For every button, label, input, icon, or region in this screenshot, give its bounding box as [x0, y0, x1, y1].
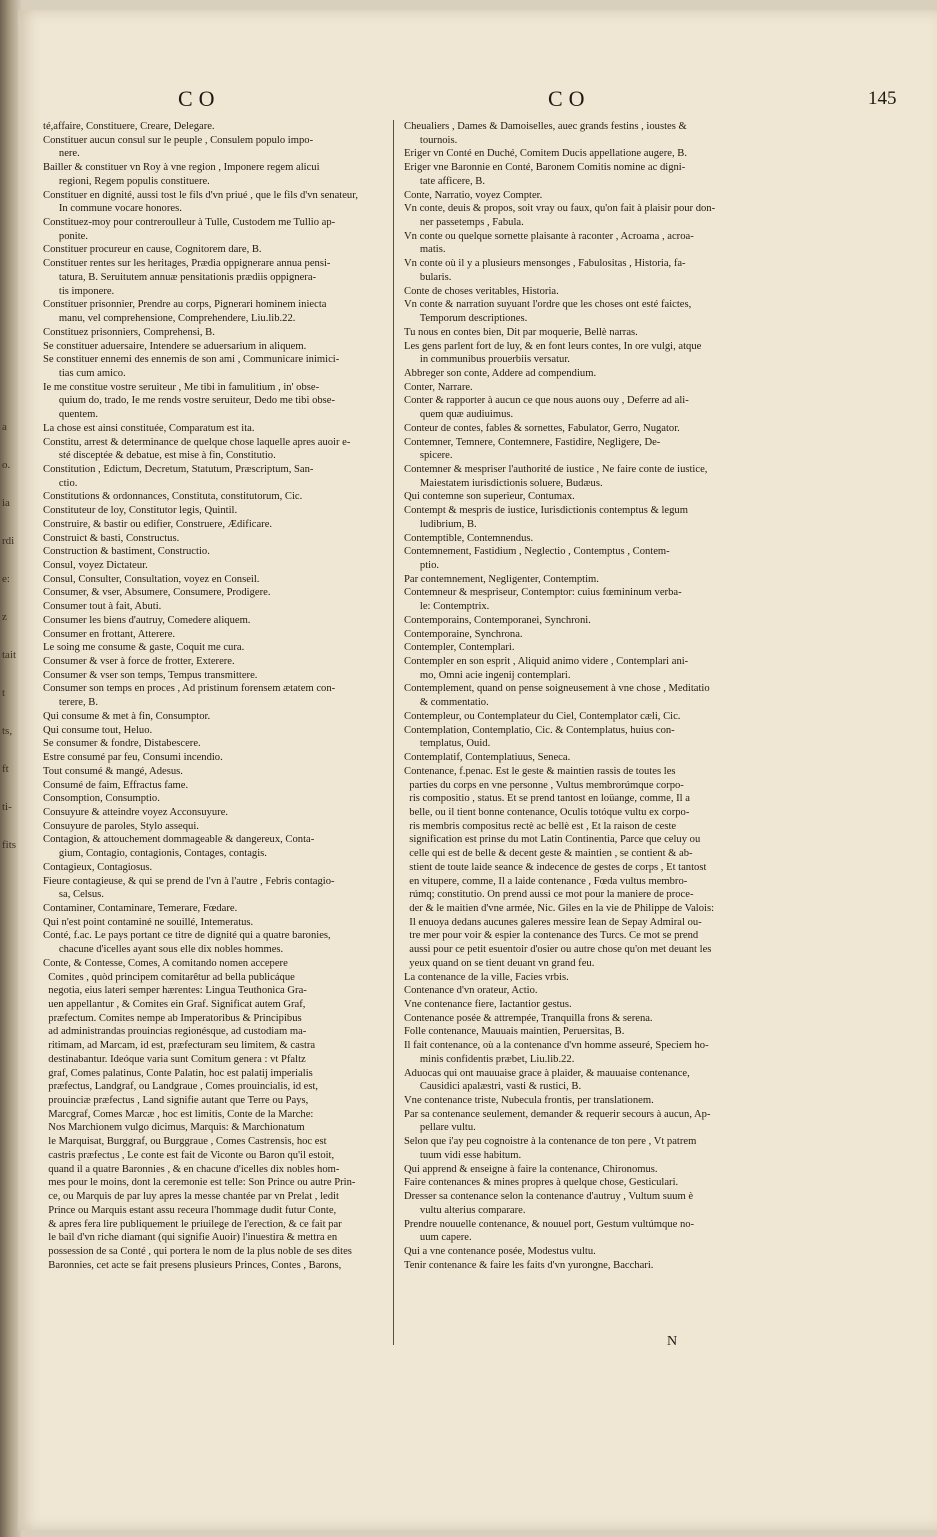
gutter-mark: z: [2, 611, 7, 623]
dictionary-line: & commentatio.: [404, 697, 489, 709]
dictionary-line: Consumer les biens d'autruy, Comedere aliquem.: [43, 614, 251, 626]
dictionary-line: Consul, Consulter, Consultation, voyez en Conseil.: [43, 573, 260, 585]
dictionary-line: tre mer pour voir & espier la contenance des Turcs. Ce mot se prend: [404, 930, 699, 942]
dictionary-line: Contempler en son esprit , Aliquid animo videre , Contemplari ani-: [404, 656, 689, 668]
dictionary-line: tatura, B. Seruitutem annuæ pensitationis prædiis oppignera-: [43, 271, 317, 283]
dictionary-line: Baronnies, cet acte se fait presens plusieurs Princes, Contes , Barons,: [43, 1259, 342, 1271]
dictionary-line: ludibrium, B.: [404, 518, 477, 530]
dictionary-line: castris præfectus , Le conte est fait de Viconte ou Baron qu'il estoit,: [43, 1149, 335, 1161]
dictionary-line: Ie me constitue vostre seruiteur , Me tibi in famulitium , in' obse-: [43, 381, 320, 393]
gutter-mark: ti-: [2, 801, 12, 813]
dictionary-line: Contemptible, Contemnendus.: [404, 532, 534, 544]
dictionary-line: Consul, voyez Dictateur.: [43, 560, 148, 571]
dictionary-line: Qui contemne son superieur, Contumax.: [404, 491, 575, 503]
dictionary-line: belle, ou il tient bonne contenance, Oculis totóque vultu ex corpo-: [404, 806, 690, 818]
dictionary-line: Contenance posée & attrempée, Tranquilla frons & serena.: [404, 1012, 653, 1024]
dictionary-line: vultu alterius comparare.: [404, 1204, 526, 1216]
gutter-mark: a: [2, 421, 7, 433]
dictionary-line: & apres fera lire publiquement le priuilege de l'erection, & ce fait par: [43, 1218, 342, 1230]
dictionary-line: Construire, & bastir ou edifier, Construere, Ædificare.: [43, 518, 273, 530]
dictionary-line: in communibus prouerbiis versatur.: [404, 354, 570, 366]
dictionary-line: Consumer son temps en proces , Ad pristinum forensem ætatem con-: [43, 683, 336, 695]
gutter-mark: e:: [2, 573, 10, 585]
dictionary-line: Qui apprend & enseigne à faire la contenance, Chironomus.: [404, 1163, 658, 1175]
dictionary-line: Qui consume tout, Heluo.: [43, 724, 153, 736]
gutter-mark: fits: [2, 839, 17, 851]
dictionary-line: Constituer aucun consul sur le peuple , Consulem populo impo-: [43, 134, 314, 146]
dictionary-line: Le soing me consume & gaste, Coquit me cura.: [43, 642, 245, 654]
dictionary-line: regioni, Regem populis constituere.: [43, 175, 210, 187]
dictionary-line: yeux quand on se tient deuant vn grand feu.: [404, 957, 595, 969]
dictionary-line: Constitu, arrest & determinance de quelque chose laquelle apres auoir e-: [43, 436, 351, 448]
dictionary-line: sa, Celsus.: [43, 889, 104, 901]
dictionary-line: Contagion, & attouchement dommageable & dangereux, Conta-: [43, 834, 315, 846]
running-head-right: CO: [548, 86, 591, 111]
dictionary-line: Constituer procureur en cause, Cognitorem dare, B.: [43, 244, 262, 256]
dictionary-line: bularis.: [404, 271, 452, 283]
dictionary-line: Estre consumé par feu, Consumi incendio.: [43, 752, 223, 764]
dictionary-line: ris compositio , status. Et se prend tantost en loüange, comme, Il a: [404, 793, 690, 805]
dictionary-line: Eriger vn Conté en Duché, Comitem Ducis appellatione augere, B.: [404, 148, 688, 160]
dictionary-line: Vn conte, deuis & propos, soit vray ou faux, qu'on fait à plaisir pour don-: [404, 203, 716, 215]
dictionary-line: Contemneur & mespriseur, Contemptor: cuius fœmininum verba-: [404, 587, 682, 599]
dictionary-line: Constituteur de loy, Constitutor legis, Quintil.: [43, 505, 238, 517]
dictionary-line: tis imponere.: [43, 285, 115, 297]
dictionary-line: Contempler, Contemplari.: [404, 642, 515, 654]
dictionary-line: signification est prinse du mot Latin Continentia, Parce que celuy ou: [404, 834, 701, 846]
dictionary-line: uum capere.: [404, 1232, 472, 1244]
dictionary-line: Conte, & Contesse, Comes, A comitando nomen accepere: [43, 957, 288, 969]
dictionary-line: Se constituer aduersaire, Intendere se aduersarium in aliquem.: [43, 340, 307, 352]
dictionary-line: Aduocas qui ont mauuaise grace à plaider, & mauuaise contenance,: [404, 1067, 690, 1079]
dictionary-line: Consuyure de paroles, Stylo assequi.: [43, 820, 199, 832]
gutter-mark: tait: [2, 649, 17, 661]
dictionary-line: Vn conte & narration suyuant l'ordre que les choses ont esté faictes,: [404, 299, 692, 311]
left-column: [43, 120, 388, 1272]
column-rule: [393, 120, 394, 1345]
dictionary-line: Constituer rentes sur les heritages, Prædia oppignerare annua pensi-: [43, 258, 331, 270]
dictionary-line: templatus, Ouid.: [404, 738, 491, 750]
dictionary-line: Constituez-moy pour contreroulleur à Tulle, Custodem me Tullio ap-: [43, 217, 336, 229]
dictionary-line: Qui a vne contenance posée, Modestus vultu.: [404, 1245, 596, 1257]
dictionary-line: sté disceptée & debatue, est mise à fin, Constitutio.: [43, 450, 276, 462]
dictionary-line: Contagieux, Contagiosus.: [43, 861, 153, 873]
dictionary-line: Par contemnement, Negligenter, Contemptim.: [404, 573, 599, 585]
dictionary-line: Il enuoya dedans aucunes galeres messire Iean de Sepay Admiral ou-: [404, 916, 702, 928]
dictionary-line: Contemplatif, Contemplatiuus, Seneca.: [404, 752, 571, 764]
dictionary-line: parties du corps en vne personne , Vultus membrorúmque corpo-: [404, 779, 684, 791]
dictionary-line: ad administrandas prouincias regionésque, ad custodiam ma-: [43, 1026, 307, 1038]
dictionary-line: La chose est ainsi constituée, Comparatum est ita.: [43, 422, 255, 434]
dictionary-line: Tu nous en contes bien, Dit par moquerie, Bellè narras.: [404, 326, 638, 338]
dictionary-line: Qui n'est point contaminé ne souillé, Intemeratus.: [43, 916, 254, 928]
dictionary-line: Conte de choses veritables, Historia.: [404, 285, 559, 297]
dictionary-line: Constituer en dignité, aussi tost le fils d'vn priué , que le fils d'vn senateur,: [43, 189, 358, 201]
dictionary-line: Marcgraf, Comes Marcæ , hoc est limitis, Conte de la Marche:: [43, 1108, 314, 1120]
dictionary-line: Faire contenances & mines propres à quelque chose, Gesticulari.: [404, 1177, 679, 1189]
dictionary-line: Vn conte ou quelque sornette plaisante à raconter , Acroama , acroa-: [404, 230, 694, 242]
dictionary-line: Vn conte où il y a plusieurs mensonges , Fabulositas , Historia, fa-: [404, 258, 686, 270]
dictionary-line: Cheualiers , Dames & Damoiselles, auec grands festins , ioustes &: [404, 121, 687, 132]
dictionary-line: Vne contenance triste, Nubecula frontis, per translationem.: [404, 1095, 654, 1107]
dictionary-line: Se constituer ennemi des ennemis de son ami , Communicare inimici-: [43, 354, 340, 366]
dictionary-line: Temporum descriptiones.: [404, 313, 528, 325]
gutter-mark: rdi: [2, 535, 15, 547]
gutter-mark: ia: [2, 497, 10, 509]
dictionary-line: mes pour le moins, dont la ceremonie est telle: Son Prince ou autre Prin-: [43, 1177, 356, 1189]
dictionary-line: Par sa contenance seulement, demander & requerir secours à aucun, Ap-: [404, 1108, 711, 1120]
dictionary-line: en vitupere, comme, Il a laide contenance , Fœda vultus membro-: [404, 875, 688, 887]
dictionary-line: Contempt & mespris de iustice, Iurisdictionis contemptus & legum: [404, 505, 688, 517]
dictionary-line: Nos Marchionem vulgo dicimus, Marquis: & Marchionatum: [43, 1122, 305, 1134]
dictionary-line: Consumer, & vser, Absumere, Consumere, Prodigere.: [43, 587, 271, 599]
dictionary-line: Prendre nouuelle contenance, & nouuel port, Gestum vultúmque no-: [404, 1218, 695, 1230]
dictionary-line: tuum vidi esse habitum.: [404, 1149, 522, 1161]
dictionary-line: Contenance, f.penac. Est le geste & maintien rassis de toutes les: [404, 765, 676, 777]
dictionary-line: terere, B.: [43, 697, 99, 709]
dictionary-line: nere.: [43, 148, 80, 160]
dictionary-line: Prince ou Marquis estant assu receura l'hommage dudit futur Conte,: [43, 1204, 337, 1216]
dictionary-line: le Marquisat, Burggraf, ou Burggraue , Comes Castrensis, hoc est: [43, 1136, 327, 1148]
dictionary-line: pellare vultu.: [404, 1122, 476, 1134]
dictionary-line: chacune d'icelles ayant sous elle dix nobles hommes.: [43, 944, 284, 956]
dictionary-line: Dresser sa contenance selon la contenance d'autruy , Vultum suum è: [404, 1191, 694, 1203]
gutter-mark: ts,: [2, 725, 13, 737]
dictionary-line: Contenance d'vn orateur, Actio.: [404, 985, 538, 997]
dictionary-line: le bail d'vn riche diamant (qui signifie Auoir) l'inuestira & mettra en: [43, 1232, 338, 1244]
dictionary-line: Fieure contagieuse, & qui se prend de l'vn à l'autre , Febris contagio-: [43, 875, 335, 887]
dictionary-line: Constitution , Edictum, Decretum, Statutum, Præscriptum, San-: [43, 463, 314, 475]
dictionary-line: stient de toute laide seance & indecence de gestes de corps , Et tantost: [404, 861, 707, 873]
dictionary-line: Tout consumé & mangé, Adesus.: [43, 765, 183, 777]
dictionary-line: quentem.: [43, 409, 99, 421]
dictionary-line: Contemnement, Fastidium , Neglectio , Contemptus , Contem-: [404, 546, 670, 558]
dictionary-line: tias cum amico.: [43, 367, 126, 379]
gutter-mark: t: [2, 687, 6, 699]
dictionary-line: Consomption, Consumptio.: [43, 793, 160, 805]
dictionary-line: Conter, Narrare.: [404, 381, 473, 393]
dictionary-line: ptio.: [404, 560, 440, 571]
dictionary-line: Conté, f.ac. Le pays portant ce titre de dignité qui a quatre baronies,: [43, 930, 331, 942]
dictionary-line: ce, ou Marquis de par luy apres la messe chantée par vn Prelat , ledit: [43, 1191, 339, 1203]
dictionary-line: ctio.: [43, 477, 78, 489]
dictionary-line: In commune vocare honores.: [43, 203, 182, 215]
dictionary-line: possession de sa Conté , qui portera le nom de la plus noble de ses dites: [43, 1245, 352, 1257]
dictionary-line: Consuyure & atteindre voyez Acconsuyure.: [43, 806, 229, 818]
dictionary-line: Selon que i'ay peu cognoistre à la contenance de ton pere , Vt patrem: [404, 1136, 697, 1148]
dictionary-line: Causidici apalæstri, vasti & rustici, B.: [404, 1081, 582, 1093]
dictionary-line: Bailler & constituer vn Roy à vne region , Imponere regem alicui: [43, 162, 320, 174]
dictionary-line: ponite.: [43, 230, 89, 242]
dictionary-line: Maiestatem iurisdictionis soluere, Budæus.: [404, 477, 603, 489]
dictionary-line: graf, Comes palatinus, Conte Palatin, hoc est palatij imperialis: [43, 1067, 313, 1079]
dictionary-line: spicere.: [404, 450, 453, 462]
dictionary-line: quem quæ audiuimus.: [404, 409, 514, 421]
dictionary-line: Contemplement, quand on pense soigneusement à vne chose , Meditatio: [404, 683, 710, 695]
dictionary-line: Consumer & vser à force de frotter, Exterere.: [43, 656, 235, 668]
dictionary-line: destinabantur. Ideóque varia sunt Comitum genera : vt Pfaltz: [43, 1053, 306, 1065]
dictionary-line: Contempleur, ou Contemplateur du Ciel, Contemplator cæli, Cic.: [404, 710, 681, 722]
dictionary-line: té,affaire, Constituere, Creare, Delegare.: [43, 121, 215, 132]
dictionary-line: manu, vel comprehensione, Comprehendere, Liu.lib.22.: [43, 313, 296, 325]
dictionary-line: aussi pour ce petit esuentoir d'osier ou autre chose qu'on met deuant les: [404, 944, 712, 956]
dictionary-line: matis.: [404, 244, 446, 256]
catchword: N: [667, 1334, 678, 1349]
dictionary-line: Contemplation, Contemplatio, Cic. & Contemplatus, huius con-: [404, 724, 675, 736]
dictionary-line: Il fait contenance, où a la contenance d'vn homme asseuré, Speciem ho-: [404, 1040, 709, 1052]
dictionary-line: Construict & basti, Constructus.: [43, 532, 180, 544]
dictionary-line: Eriger vne Baronnie en Conté, Baronem Comitis nomine ac digni-: [404, 162, 686, 174]
dictionary-line: Tenir contenance & faire les faits d'vn yurongne, Bacchari.: [404, 1259, 654, 1271]
dictionary-line: le: Contemptrix.: [404, 601, 490, 613]
dictionary-line: Consumer tout à fait, Abuti.: [43, 601, 162, 613]
dictionary-line: tate afficere, B.: [404, 175, 485, 187]
dictionary-line: Constitutions & ordonnances, Constituta, constitutorum, Cic.: [43, 491, 303, 503]
dictionary-line: ner passetemps , Fabula.: [404, 217, 524, 229]
dictionary-line: Qui consume & met à fin, Consumptor.: [43, 710, 211, 722]
dictionary-line: præfectum. Comites nempe ab Imperatoribus & Principibus: [43, 1012, 302, 1024]
dictionary-line: negotia, eius lateri semper hærentes: Lingua Teuthonica Gra-: [43, 985, 307, 997]
dictionary-line: Constituez prisonniers, Comprehensi, B.: [43, 326, 215, 338]
dictionary-line: Consumé de faim, Effractus fame.: [43, 779, 189, 791]
dictionary-line: tournois.: [404, 134, 458, 146]
dictionary-line: præfectus, Landgraf, ou Landgraue , Comes prouincialis, id est,: [43, 1081, 319, 1093]
running-head-left: CO: [178, 86, 221, 111]
dictionary-line: Conte, Narratio, voyez Compter.: [404, 189, 543, 201]
dictionary-line: Conter & rapporter à aucun ce que nous auons ouy , Deferre ad ali-: [404, 395, 689, 407]
gutter-mark: o.: [2, 459, 11, 471]
right-column: [404, 120, 749, 1272]
dictionary-line: celle qui est de belle & decent geste & maintien , se contient & ab-: [404, 848, 693, 860]
dictionary-line: minis confidentis præbet, Liu.lib.22.: [404, 1053, 575, 1065]
dictionary-line: uen appellantur , & Comites ein Graf. Significat autem Graf,: [43, 999, 306, 1010]
dictionary-line: Consumer en frottant, Atterere.: [43, 628, 176, 640]
dictionary-line: Contemporains, Contemporanei, Synchroni.: [404, 614, 591, 626]
dictionary-line: prouinciæ præfectus , Land signifie autant que Terre ou Pays,: [43, 1095, 309, 1107]
dictionary-line: Les gens parlent fort de luy, & en font leurs contes, In ore vulgi, atque: [404, 340, 702, 352]
dictionary-line: Folle contenance, Mauuais maintien, Peruersitas, B.: [404, 1026, 625, 1038]
gutter-marginalia: [2, 420, 16, 876]
dictionary-line: ris membris compositus rectè ac bellè est , Et la raison de ceste: [404, 820, 677, 832]
dictionary-line: mo, Omni acie ingenij contemplari.: [404, 669, 571, 681]
dictionary-line: quium do, trado, Ie me rends vostre seruiteur, Dedo me tibi obse-: [43, 395, 336, 407]
dictionary-line: quand il a quatre Baronnies , & en chacune d'icelles dix nobles hom-: [43, 1163, 340, 1175]
dictionary-line: Vne contenance fiere, Iactantior gestus.: [404, 999, 572, 1010]
gutter-mark: ft: [2, 763, 9, 775]
dictionary-line: ritimam, ad Marcam, id est, præfecturam seu limitem, & castra: [43, 1040, 316, 1052]
page-number: 145: [868, 88, 897, 109]
dictionary-line: Contemner, Temnere, Contemnere, Fastidire, Negligere, De-: [404, 436, 661, 448]
dictionary-line: Contemporaine, Synchrona.: [404, 628, 523, 640]
dictionary-line: gium, Contagio, contagionis, Contages, contagis.: [43, 848, 267, 860]
dictionary-line: Contemner & mespriser l'authorité de iustice , Ne faire conte de iustice,: [404, 463, 708, 475]
dictionary-line: Contaminer, Contaminare, Temerare, Fœdare.: [43, 902, 238, 914]
dictionary-line: der & le maitien d'vne armée, Nic. Giles en la vie de Philippe de Valois:: [404, 902, 715, 914]
dictionary-line: Consumer & vser son temps, Tempus transmittere.: [43, 669, 258, 681]
dictionary-line: Conteur de contes, fables & sornettes, Fabulator, Gerro, Nugator.: [404, 422, 680, 434]
dictionary-line: rúmq; constitutio. On prend aussi ce mot pour la maniere de proce-: [404, 889, 694, 901]
dictionary-line: La contenance de la ville, Facies vrbis.: [404, 971, 569, 983]
dictionary-line: Construction & bastiment, Constructio.: [43, 546, 210, 558]
dictionary-line: Se consumer & fondre, Distabescere.: [43, 738, 201, 750]
dictionary-line: Abbreger son conte, Addere ad compendium.: [404, 367, 597, 379]
dictionary-line: Comites , quòd principem comitarêtur ad bella publicáque: [43, 971, 295, 983]
dictionary-line: Constituer prisonnier, Prendre au corps, Pignerari hominem iniecta: [43, 299, 327, 311]
